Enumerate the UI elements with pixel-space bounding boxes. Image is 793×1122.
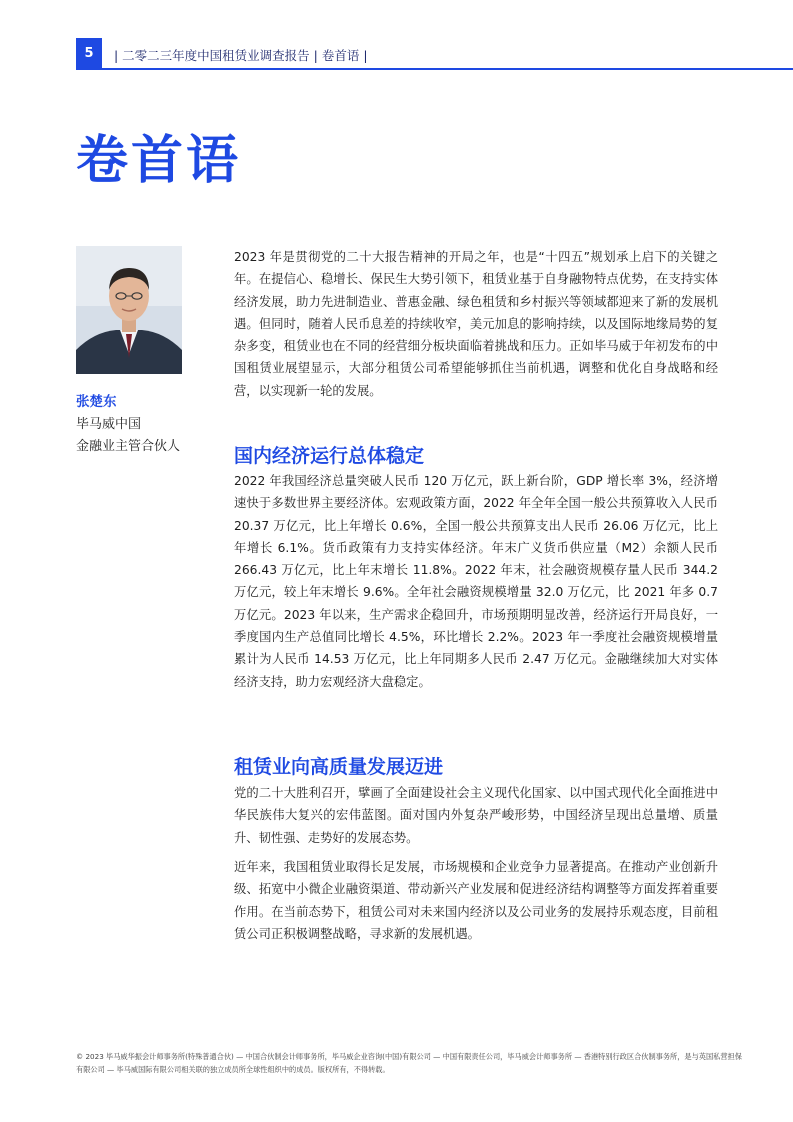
page-number-badge xyxy=(76,38,102,68)
leasing-section-part1 xyxy=(234,782,718,849)
economy-paragraph: 2022 年我国经济总量突破人民币 120 万亿元，跃上新台阶，GDP 增长率 3%，经济增速快于多数世界主要经济体。宏观政策方面，2022 年全年全国一般公共预算收入人民币 20.37 万亿元，比上年增长 0.6%，全国一般公共预算支出人民币 26.06 万亿元，比上年增长 6.1%。货币政策有力支持实体经济。年末广义货币供应量（M2）余额人民币 266.43 万亿元，比上年末增长 11.8%。2022 年末，社会融资规模存量人民币 344.2 万亿元，较上年末增长 9.6%。全年社会融资规模增量 32.0 万亿元，比 2021 年多 0.7 万亿元。2023 年以来，生产需求企稳回升，市场预期明显改善，经济运行开局良好，一季度国内生产总值同比增长 4.5%，环比增长 2.2%。2023 年一季度社会融资规模增量累计为人民币 14.53 万亿元，比上年同期多人民币 2.47 万亿元。金融继续加大对实体经济支持，助力宏观经济大盘稳定。 xyxy=(234,474,718,689)
intro-section xyxy=(234,246,718,402)
portrait-illustration xyxy=(76,246,182,374)
header-divider xyxy=(76,68,793,70)
author-role: 金融业主管合伙人 xyxy=(76,439,181,454)
author-organization: 毕马威中国 xyxy=(76,417,142,432)
leasing-paragraph-1: 党的二十大胜利召开，擘画了全面建设社会主义现代化国家、以中国式现代化全面推进中华民族伟大复兴的宏伟蓝图。面对国内外复杂严峻形势，中国经济呈现出总量增、质量升、韧性强、走势好的发展态势。 xyxy=(234,786,718,845)
page-number: 5 xyxy=(84,45,94,61)
leasing-paragraph-2: 近年来，我国租赁业取得长足发展，市场规模和企业竞争力显著提高。在推动产业创新升级、拓宽中小微企业融资渠道、带动新兴产业发展和促进经济结构调整等方面发挥着重要作用。在当前态势下，租赁公司对未来国内经济以及公司业务的发展持乐观态度，目前租赁公司正积极调整战略，寻求新的发展机遇。 xyxy=(234,860,718,941)
copyright-footer: © 2023 毕马威华振会计师事务所(特殊普通合伙) — 中国合伙制会计师事务所，毕马威企业咨询(中国)有限公司 — 中国有限责任公司，毕马威会计师事务所 — 香港特别行政区合伙制事务所，是与英国私营担保有限公司 — 毕马威国际有限公司相关联的独立成员所全球性组织中的成员。版权所有，不得转载。 xyxy=(76,1052,742,1074)
section-heading-leasing: 租赁业向高质量发展迈进 xyxy=(234,756,444,778)
leasing-section-part2 xyxy=(234,856,718,945)
economy-section xyxy=(234,470,718,693)
intro-paragraph: 2023 年是贯彻党的二十大报告精神的开局之年，也是“十四五”规划承上启下的关键之年。在提信心、稳增长、保民生大势引领下，租赁业基于自身融物特点优势，在支持实体经济发展，助力先进制造业、普惠金融、绿色租赁和乡村振兴等领域都迎来了新的发展机遇。但同时，随着人民币息差的持续收窄，美元加息的影响持续，以及国际地缘局势的复杂多变，租赁业也在不同的经营细分板块面临着挑战和压力。正如毕马威于年初发布的中国租赁业展望显示，大部分租赁公司希望能够抓住当前机遇，调整和优化自身战略和经营，以实现新一轮的发展。 xyxy=(234,250,718,398)
page-title: 卷首语 xyxy=(76,131,242,191)
running-header: | 二零二三年度中国租赁业调查报告 | 卷首语 | xyxy=(114,48,368,63)
section-heading-economy: 国内经济运行总体稳定 xyxy=(234,445,425,467)
author-name: 张楚东 xyxy=(76,394,117,410)
author-portrait xyxy=(76,246,182,374)
